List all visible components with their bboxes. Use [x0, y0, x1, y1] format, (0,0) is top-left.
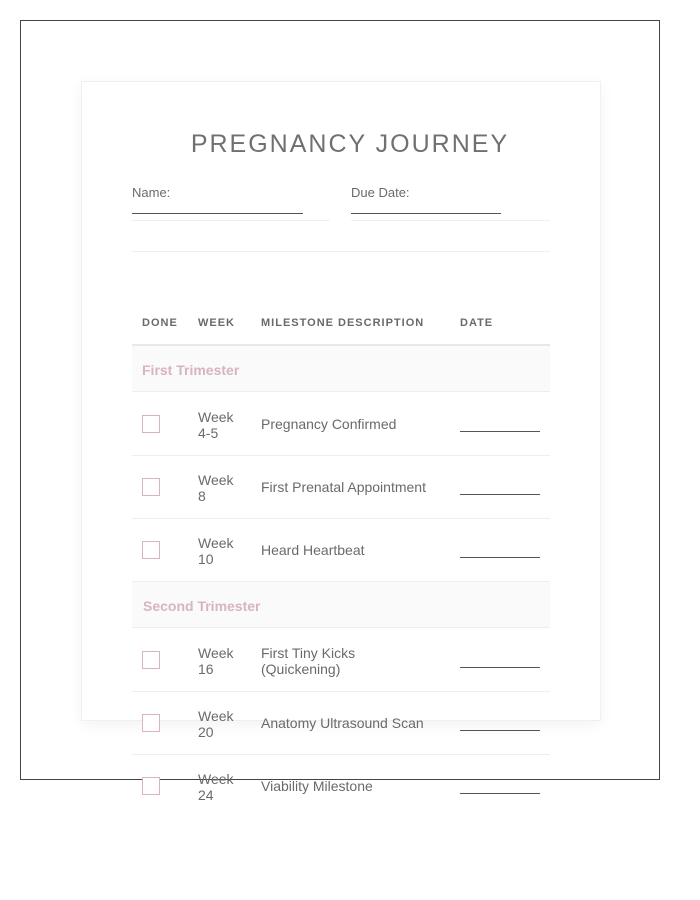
- date-field[interactable]: [460, 431, 540, 432]
- milestone-description: First Prenatal Appointment: [261, 479, 426, 495]
- table-row: [132, 755, 550, 818]
- section-second-trimester: [132, 582, 550, 628]
- done-checkbox[interactable]: [142, 541, 160, 559]
- due-date-field[interactable]: [351, 213, 501, 214]
- done-checkbox[interactable]: [142, 415, 160, 433]
- done-checkbox[interactable]: [142, 777, 160, 795]
- date-field[interactable]: [460, 730, 540, 731]
- milestone-description: Anatomy Ultrasound Scan: [261, 715, 424, 731]
- table-row: [132, 456, 550, 519]
- week-cell: Week 16: [198, 645, 234, 677]
- section-first-trimester: [132, 346, 550, 392]
- table-row: [132, 629, 550, 692]
- date-field[interactable]: [460, 494, 540, 495]
- header-separator: [132, 251, 550, 252]
- due-date-divider: [351, 220, 550, 221]
- table-row: [132, 393, 550, 456]
- week-cell: Week 10: [198, 535, 234, 567]
- column-header-done: DONE: [142, 317, 178, 329]
- name-field[interactable]: [132, 213, 303, 214]
- milestone-description: First Tiny Kicks (Quickening): [261, 645, 356, 677]
- due-date-label: Due Date:: [351, 185, 410, 200]
- done-checkbox[interactable]: [142, 651, 160, 669]
- week-cell: Week 24: [198, 771, 234, 803]
- week-cell: Week 4-5: [198, 409, 234, 441]
- section-label: Second Trimester: [143, 598, 261, 614]
- date-field[interactable]: [460, 667, 540, 668]
- page-title: PREGNANCY JOURNEY: [190, 130, 510, 158]
- table-row: [132, 692, 550, 755]
- section-label: First Trimester: [142, 362, 240, 378]
- name-label: Name:: [132, 185, 171, 200]
- milestone-description: Viability Milestone: [261, 778, 373, 794]
- table-row: [132, 519, 550, 582]
- milestone-description: Pregnancy Confirmed: [261, 416, 397, 432]
- done-checkbox[interactable]: [142, 714, 160, 732]
- week-cell: Week 8: [198, 472, 234, 504]
- milestone-description: Heard Heartbeat: [261, 542, 365, 558]
- week-cell: Week 20: [198, 708, 234, 740]
- column-header-milestone: MILESTONE DESCRIPTION: [261, 317, 425, 329]
- date-field[interactable]: [460, 557, 540, 558]
- column-header-week: WEEK: [198, 317, 235, 329]
- name-divider: [132, 220, 330, 221]
- date-field[interactable]: [460, 793, 540, 794]
- column-header-date: DATE: [460, 317, 494, 329]
- done-checkbox[interactable]: [142, 478, 160, 496]
